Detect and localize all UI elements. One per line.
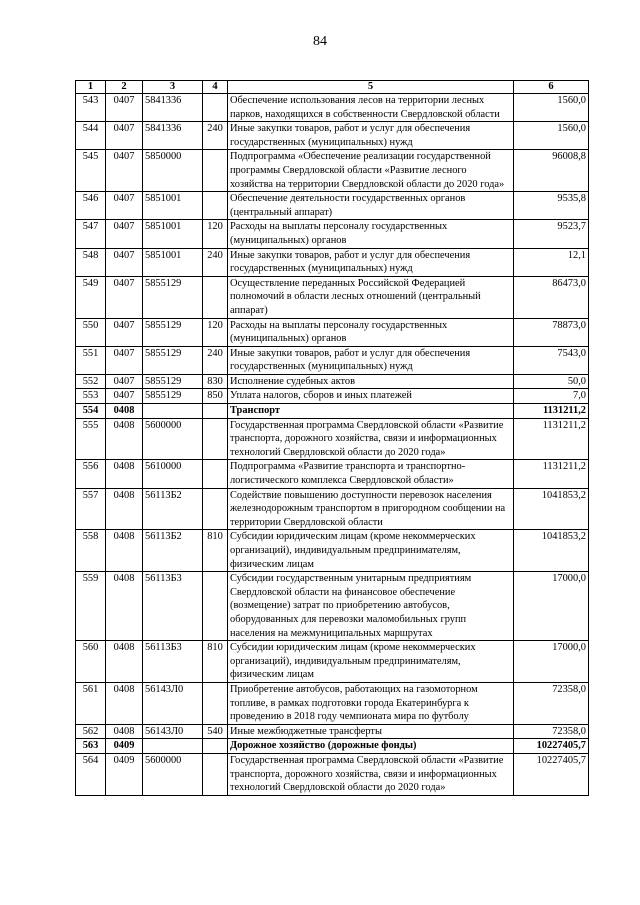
target-code: 5855129 <box>143 276 203 318</box>
header-cell: 1 <box>76 81 106 94</box>
expense-kind <box>203 682 228 724</box>
expense-kind: 850 <box>203 389 228 404</box>
header-cell: 4 <box>203 81 228 94</box>
row-amount: 1131211,2 <box>514 460 589 488</box>
row-amount: 1131211,2 <box>514 404 589 419</box>
row-description: Субсидии государственным унитарным предприятиям Свердловской области на финансовое обеспечение (возмещение) затрат по приобретению автобусов, оборудованных для перевозки маломобильных групп населения на межмуниципальных маршрутах <box>228 572 514 641</box>
target-code: 5855129 <box>143 318 203 346</box>
section-code: 0409 <box>106 739 143 754</box>
header-cell: 2 <box>106 81 143 94</box>
target-code: 5850000 <box>143 150 203 192</box>
table-row <box>76 488 589 530</box>
row-number: 554 <box>76 404 106 419</box>
row-description: Содействие повышению доступности перевозок населения железнодорожным транспортом в пригородном сообщении на территории Свердловской области <box>228 488 514 530</box>
section-code: 0408 <box>106 641 143 683</box>
target-code: 5855129 <box>143 389 203 404</box>
table-row <box>76 724 589 739</box>
header-cell: 3 <box>143 81 203 94</box>
row-amount: 12,1 <box>514 248 589 276</box>
row-description: Исполнение судебных актов <box>228 374 514 389</box>
table-row <box>76 318 589 346</box>
row-amount: 1041853,2 <box>514 530 589 572</box>
section-code: 0408 <box>106 418 143 460</box>
row-amount: 7543,0 <box>514 346 589 374</box>
row-amount: 10227405,7 <box>514 739 589 754</box>
table-row <box>76 418 589 460</box>
row-description: Дорожное хозяйство (дорожные фонды) <box>228 739 514 754</box>
table-body <box>76 94 589 796</box>
expense-kind <box>203 192 228 220</box>
section-code: 0407 <box>106 220 143 248</box>
target-code: 5851001 <box>143 220 203 248</box>
row-description: Подпрограмма «Развитие транспорта и транспортно-логистического комплекса Свердловской области» <box>228 460 514 488</box>
table-row <box>76 530 589 572</box>
section-code: 0407 <box>106 276 143 318</box>
row-number: 553 <box>76 389 106 404</box>
expense-kind: 240 <box>203 248 228 276</box>
row-amount: 1131211,2 <box>514 418 589 460</box>
row-description: Иные закупки товаров, работ и услуг для обеспечения государственных (муниципальных) нужд <box>228 122 514 150</box>
row-number: 544 <box>76 122 106 150</box>
section-code: 0407 <box>106 389 143 404</box>
target-code: 5855129 <box>143 374 203 389</box>
section-code: 0407 <box>106 318 143 346</box>
table-row <box>76 572 589 641</box>
row-amount: 1560,0 <box>514 122 589 150</box>
section-code: 0407 <box>106 122 143 150</box>
expense-kind <box>203 460 228 488</box>
expense-kind <box>203 739 228 754</box>
row-number: 564 <box>76 753 106 795</box>
table-row <box>76 220 589 248</box>
target-code: 56113Б3 <box>143 641 203 683</box>
target-code: 5600000 <box>143 418 203 460</box>
section-code: 0408 <box>106 460 143 488</box>
row-amount: 96008,8 <box>514 150 589 192</box>
row-number: 545 <box>76 150 106 192</box>
expense-kind <box>203 418 228 460</box>
row-description: Расходы на выплаты персоналу государственных (муниципальных) органов <box>228 318 514 346</box>
budget-table <box>75 80 589 796</box>
row-number: 552 <box>76 374 106 389</box>
section-code: 0408 <box>106 404 143 419</box>
row-number: 547 <box>76 220 106 248</box>
expense-kind <box>203 94 228 122</box>
row-description: Транспорт <box>228 404 514 419</box>
target-code: 5841336 <box>143 94 203 122</box>
target-code: 5855129 <box>143 346 203 374</box>
row-description: Иные межбюджетные трансферты <box>228 724 514 739</box>
expense-kind <box>203 276 228 318</box>
row-description: Расходы на выплаты персоналу государственных (муниципальных) органов <box>228 220 514 248</box>
table-row <box>76 739 589 754</box>
row-number: 563 <box>76 739 106 754</box>
target-code: 56113Б2 <box>143 488 203 530</box>
section-code: 0408 <box>106 572 143 641</box>
expense-kind <box>203 150 228 192</box>
row-number: 548 <box>76 248 106 276</box>
table-row <box>76 641 589 683</box>
table-row <box>76 122 589 150</box>
section-code: 0408 <box>106 530 143 572</box>
table-row <box>76 192 589 220</box>
table-row <box>76 346 589 374</box>
section-code: 0407 <box>106 374 143 389</box>
section-code: 0408 <box>106 724 143 739</box>
section-code: 0407 <box>106 346 143 374</box>
target-code <box>143 739 203 754</box>
expense-kind <box>203 572 228 641</box>
row-amount: 17000,0 <box>514 641 589 683</box>
row-description: Уплата налогов, сборов и иных платежей <box>228 389 514 404</box>
row-description: Субсидии юридическим лицам (кроме некоммерческих организаций), индивидуальным предпринимателям, физическим лицам <box>228 530 514 572</box>
target-code: 56143Л0 <box>143 682 203 724</box>
row-number: 551 <box>76 346 106 374</box>
row-description: Иные закупки товаров, работ и услуг для обеспечения государственных (муниципальных) нужд <box>228 248 514 276</box>
row-description: Обеспечение деятельности государственных органов (центральный аппарат) <box>228 192 514 220</box>
row-number: 550 <box>76 318 106 346</box>
table-row <box>76 374 589 389</box>
row-amount: 72358,0 <box>514 682 589 724</box>
row-description: Подпрограмма «Обеспечение реализации государственной программы Свердловской области «Развитие лесного хозяйства на территории Свердловской области до 2020 года» <box>228 150 514 192</box>
section-code: 0407 <box>106 248 143 276</box>
header-cell: 5 <box>228 81 514 94</box>
table-row <box>76 389 589 404</box>
expense-kind: 240 <box>203 346 228 374</box>
row-amount: 50,0 <box>514 374 589 389</box>
table-row <box>76 150 589 192</box>
row-amount: 9523,7 <box>514 220 589 248</box>
expense-kind: 240 <box>203 122 228 150</box>
header-row <box>76 81 589 94</box>
header-cell: 6 <box>514 81 589 94</box>
table-row <box>76 248 589 276</box>
row-number: 555 <box>76 418 106 460</box>
expense-kind: 810 <box>203 641 228 683</box>
section-code: 0407 <box>106 192 143 220</box>
row-number: 562 <box>76 724 106 739</box>
row-amount: 17000,0 <box>514 572 589 641</box>
target-code: 5851001 <box>143 192 203 220</box>
expense-kind: 120 <box>203 318 228 346</box>
row-description: Приобретение автобусов, работающих на газомоторном топливе, в рамках подготовки города Екатеринбурга к проведению в 2018 году чемпионата мира по футболу <box>228 682 514 724</box>
row-number: 543 <box>76 94 106 122</box>
row-description: Обеспечение использования лесов на территории лесных парков, находящихся в собственности Свердловской области <box>228 94 514 122</box>
expense-kind: 810 <box>203 530 228 572</box>
section-code: 0407 <box>106 150 143 192</box>
row-description: Иные закупки товаров, работ и услуг для обеспечения государственных (муниципальных) нужд <box>228 346 514 374</box>
row-amount: 10227405,7 <box>514 753 589 795</box>
table-row <box>76 276 589 318</box>
target-code: 56143Л0 <box>143 724 203 739</box>
expense-kind <box>203 753 228 795</box>
row-amount: 86473,0 <box>514 276 589 318</box>
section-code: 0407 <box>106 94 143 122</box>
table-row <box>76 404 589 419</box>
section-code: 0408 <box>106 682 143 724</box>
row-number: 556 <box>76 460 106 488</box>
row-amount: 9535,8 <box>514 192 589 220</box>
row-number: 546 <box>76 192 106 220</box>
row-description: Субсидии юридическим лицам (кроме некоммерческих организаций), индивидуальным предпринимателям, физическим лицам <box>228 641 514 683</box>
row-amount: 1560,0 <box>514 94 589 122</box>
expense-kind: 120 <box>203 220 228 248</box>
target-code: 56113Б3 <box>143 572 203 641</box>
row-number: 558 <box>76 530 106 572</box>
row-amount: 1041853,2 <box>514 488 589 530</box>
table-row <box>76 94 589 122</box>
table-row <box>76 753 589 795</box>
row-number: 559 <box>76 572 106 641</box>
row-number: 557 <box>76 488 106 530</box>
row-amount: 78873,0 <box>514 318 589 346</box>
expense-kind: 830 <box>203 374 228 389</box>
row-description: Государственная программа Свердловской области «Развитие транспорта, дорожного хозяйства, связи и информационных технологий Свердловской области до 2020 года» <box>228 753 514 795</box>
section-code: 0408 <box>106 488 143 530</box>
row-description: Государственная программа Свердловской области «Развитие транспорта, дорожного хозяйства, связи и информационных технологий Свердловской области до 2020 года» <box>228 418 514 460</box>
row-amount: 72358,0 <box>514 724 589 739</box>
row-description: Осуществление переданных Российской Федерацией полномочий в области лесных отношений (центральный аппарат) <box>228 276 514 318</box>
section-code: 0409 <box>106 753 143 795</box>
row-number: 549 <box>76 276 106 318</box>
target-code <box>143 404 203 419</box>
row-number: 560 <box>76 641 106 683</box>
target-code: 5851001 <box>143 248 203 276</box>
table-row <box>76 682 589 724</box>
expense-kind: 540 <box>203 724 228 739</box>
target-code: 56113Б2 <box>143 530 203 572</box>
target-code: 5600000 <box>143 753 203 795</box>
row-amount: 7,0 <box>514 389 589 404</box>
page-number: 84 <box>313 34 327 49</box>
table-row <box>76 460 589 488</box>
target-code: 5610000 <box>143 460 203 488</box>
target-code: 5841336 <box>143 122 203 150</box>
expense-kind <box>203 488 228 530</box>
expense-kind <box>203 404 228 419</box>
row-number: 561 <box>76 682 106 724</box>
